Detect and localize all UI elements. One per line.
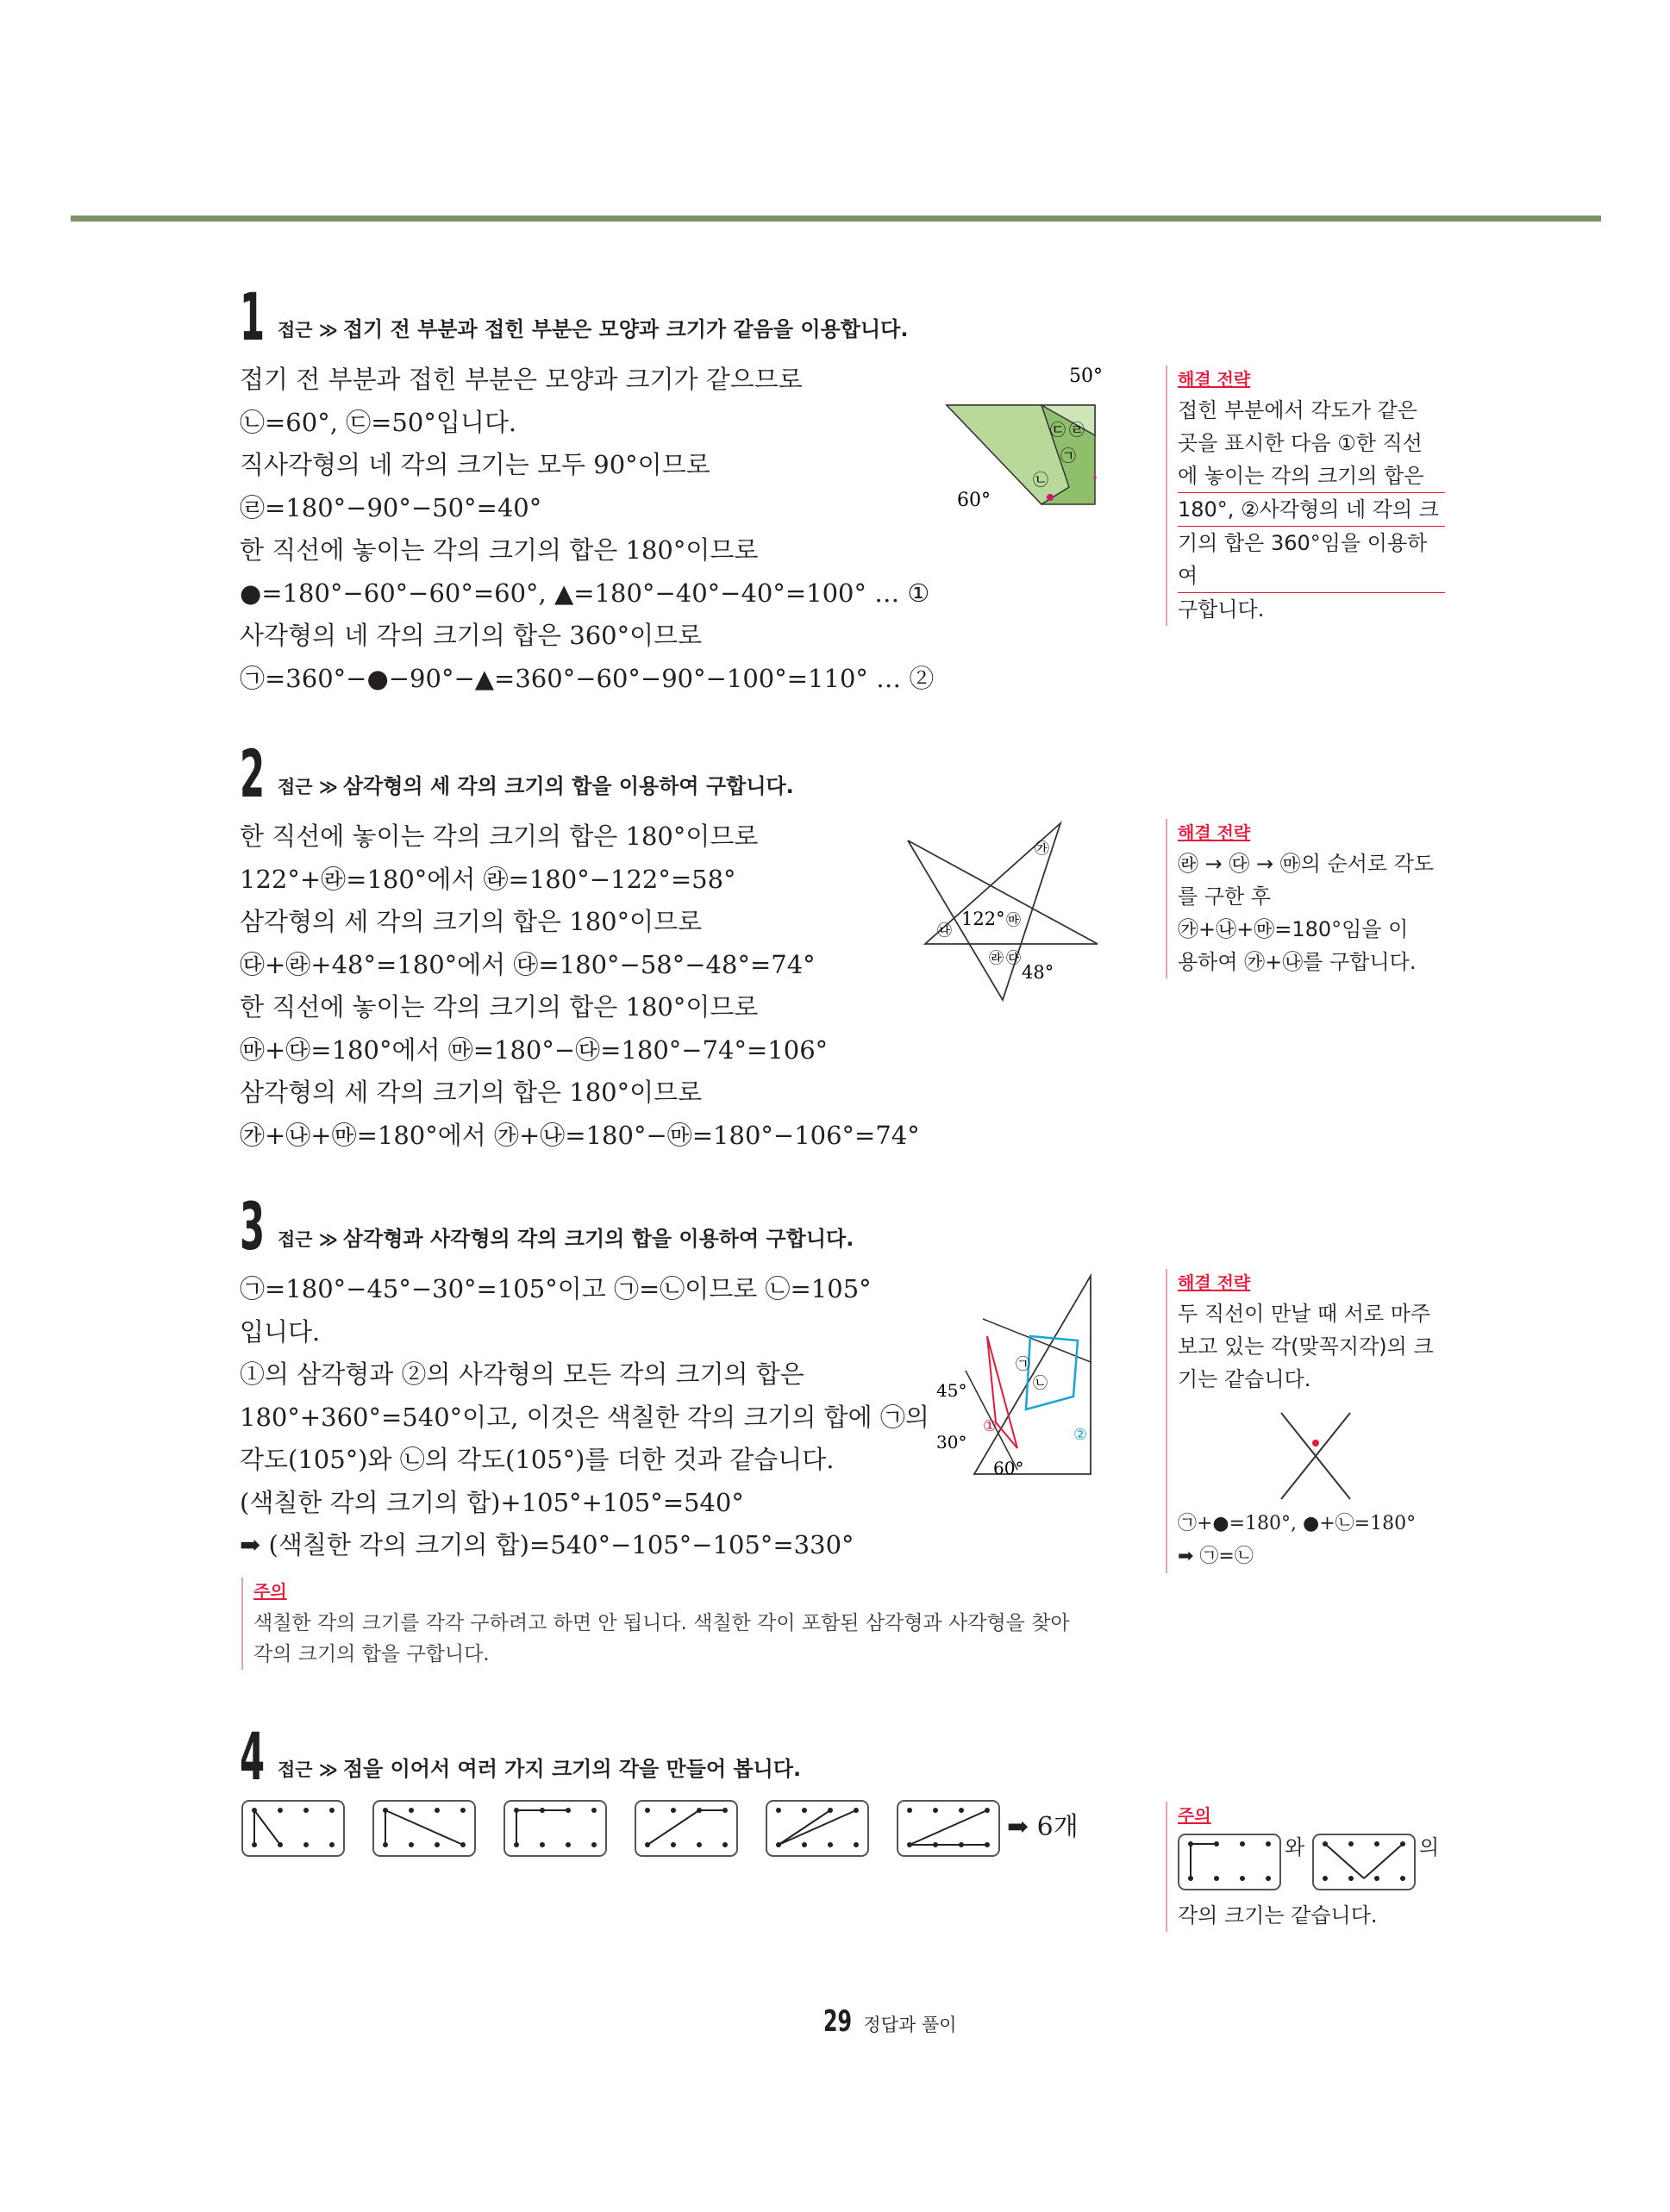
footer-label: 정답과 풀이 bbox=[863, 2015, 957, 2035]
vertical-angles-figure bbox=[1264, 1404, 1367, 1508]
dot-grid-angle bbox=[766, 1800, 869, 1857]
strategy-note-1: 해결 전략 접힌 부분에서 각도가 같은 곳을 표시한 다음 ①한 직선 에 놓이는 각의 크기의 합은 180°, ②사각형의 네 각의 크 기의 합은 360°임을 이용하여 구합니다. bbox=[1166, 366, 1445, 626]
figure-1-folded-rectangle bbox=[940, 366, 1104, 513]
line: ㉡=60°, ㉢=50°입니다. bbox=[240, 407, 517, 437]
svg-text:㉡: ㉡ bbox=[1033, 1375, 1048, 1392]
dot-grid-angle bbox=[897, 1800, 1000, 1857]
top-bar bbox=[71, 216, 1601, 222]
solution-lines: ㉠=180°−45°−30°=105°이고 ㉠=㉡이므로 ㉡=105° 입니다. ①의 삼각형과 ②의 사각형의 모든 각의 크기의 합은 180°+360°=540°이고, 이것은 색칠한 각의 크기의 합에 ㉠의 각도(105°)와 ㉡의 각도(105°)를 더한 것과 같습니다. (색칠한 각의 크기의 합)+105°+105°=540° ➡ (색칠한 각의 크기의 합)=540°−105°−105°=330° bbox=[240, 1274, 929, 1559]
svg-text:㉱: ㉱ bbox=[989, 950, 1004, 967]
approach-label: 접근 ≫ bbox=[278, 320, 338, 341]
svg-text:㉯: ㉯ bbox=[937, 922, 952, 940]
caution-note-4: 주의 와 의 각의 크기는 같습니다. bbox=[1166, 1802, 1445, 1932]
dot-grid-angle bbox=[241, 1800, 345, 1857]
problem-number: 4 bbox=[240, 1718, 266, 1795]
angle-label: 60° bbox=[957, 490, 991, 511]
dot-grid-angle bbox=[635, 1800, 738, 1857]
problem-number: 2 bbox=[240, 735, 266, 812]
label-d: ㉣ bbox=[1069, 422, 1085, 440]
line: 접기 전 부분과 접힌 부분은 모양과 크기가 같으므로 bbox=[240, 365, 803, 394]
line: 직사각형의 네 각의 크기는 모두 90°이므로 bbox=[240, 450, 710, 479]
svg-text:45°: 45° bbox=[936, 1380, 967, 1401]
svg-text:30°: 30° bbox=[936, 1432, 967, 1453]
dot-grid-angle bbox=[504, 1800, 607, 1857]
line: ●=180°−60°−60°=60°, ▲=180°−40°−40°=100° … ① bbox=[240, 578, 930, 608]
line: ㉣=180°−90°−50°=40° bbox=[240, 492, 542, 522]
dot-grid-example bbox=[1312, 1834, 1416, 1890]
page-footer bbox=[823, 2004, 957, 2039]
label-c: ㉢ bbox=[1050, 422, 1066, 440]
problem-heading: 접근 ≫ 삼각형과 사각형의 각의 크기의 합을 이용하여 구합니다. bbox=[278, 1227, 854, 1251]
svg-text:㉰: ㉰ bbox=[1006, 950, 1021, 967]
line: 사각형의 네 각의 크기의 합은 360°이므로 bbox=[240, 621, 703, 650]
note-text: 접힌 부분에서 각도가 같은 곳을 표시한 다음 ①한 직선 에 놓이는 각의 크기의 합은 180°, ②사각형의 네 각의 크 기의 합은 360°임을 이용하여 구합니다. bbox=[1178, 394, 1445, 626]
problem-heading: 접근 ≫ 점을 이어서 여러 가지 크기의 각을 만들어 봅니다. bbox=[278, 1757, 802, 1781]
solution-lines: 한 직선에 놓이는 각의 크기의 합은 180°이므로 122°+㉱=180°에서 ㉱=180°−122°=58° 삼각형의 세 각의 크기의 합은 180°이므로 ㉰+㉱+48°=180°에서 ㉰=180°−58°−48°=74° 한 직선에 놓이는 각의 크기의 합은 180°이므로 ㉲+㉰=180°에서 ㉲=180°−㉰=180°−74°=106° 삼각형의 세 각의 크기의 합은 180°이므로 ㉮+㉯+㉲=180°에서 ㉮+㉯=180°−㉲=180°−106°=74° bbox=[240, 822, 920, 1150]
svg-text:60°: 60° bbox=[993, 1458, 1024, 1478]
figure-2-star bbox=[901, 815, 1112, 1013]
line: 한 직선에 놓이는 각의 크기의 합은 180°이므로 bbox=[240, 535, 759, 565]
problem-heading: 접근 ≫ 접기 전 부분과 접힌 부분은 모양과 크기가 같음을 이용합니다. bbox=[278, 317, 909, 341]
svg-text:②: ② bbox=[1073, 1426, 1088, 1444]
line: ㉠=360°−●−90°−▲=360°−60°−90°−100°=110° … ② bbox=[240, 663, 935, 693]
caution-note: 주의 색칠한 각의 크기를 각각 구하려고 하면 안 됩니다. 색칠한 각이 포함된 삼각형과 사각형을 찾아 각의 크기의 합을 구합니다. bbox=[241, 1578, 1133, 1670]
angle-label: 50° bbox=[1069, 366, 1103, 387]
dot-grid-example bbox=[1178, 1834, 1281, 1890]
strategy-note-3: 해결 전략 두 직선이 만날 때 서로 마주 보고 있는 각(맞꼭지각)의 크 기는 같습니다. ㉠+●=180°, ●+㉡=180° ➡ ㉠=㉡ bbox=[1166, 1269, 1445, 1573]
svg-text:㉲: ㉲ bbox=[1006, 912, 1021, 929]
svg-text:122°: 122° bbox=[961, 909, 1005, 929]
problem-heading: 접근 ≫ 삼각형의 세 각의 크기의 합을 이용하여 구합니다. bbox=[278, 774, 794, 798]
dot-grid-angle bbox=[372, 1800, 476, 1857]
solution-lines bbox=[240, 359, 934, 700]
figure-3-triangle-quad bbox=[931, 1267, 1112, 1491]
svg-text:㉮: ㉮ bbox=[1035, 840, 1049, 858]
svg-text:㉠: ㉠ bbox=[1016, 1356, 1030, 1373]
svg-text:48°: 48° bbox=[1022, 962, 1054, 983]
problem-number: 1 bbox=[240, 278, 266, 355]
svg-text:①: ① bbox=[983, 1417, 998, 1435]
problem-number: 3 bbox=[240, 1188, 266, 1265]
answer-count: ➡ 6개 bbox=[1007, 1812, 1079, 1842]
strategy-note-2: 해결 전략 ㉱ → ㉰ → ㉲의 순서로 각도 를 구한 후 ㉮+㉯+㉲=180°임을 이 용하여 ㉮+㉯를 구합니다. bbox=[1166, 819, 1445, 978]
page-number: 29 bbox=[823, 2004, 853, 2039]
label-a: ㉠ bbox=[1060, 447, 1076, 466]
label-b: ㉡ bbox=[1033, 472, 1048, 490]
